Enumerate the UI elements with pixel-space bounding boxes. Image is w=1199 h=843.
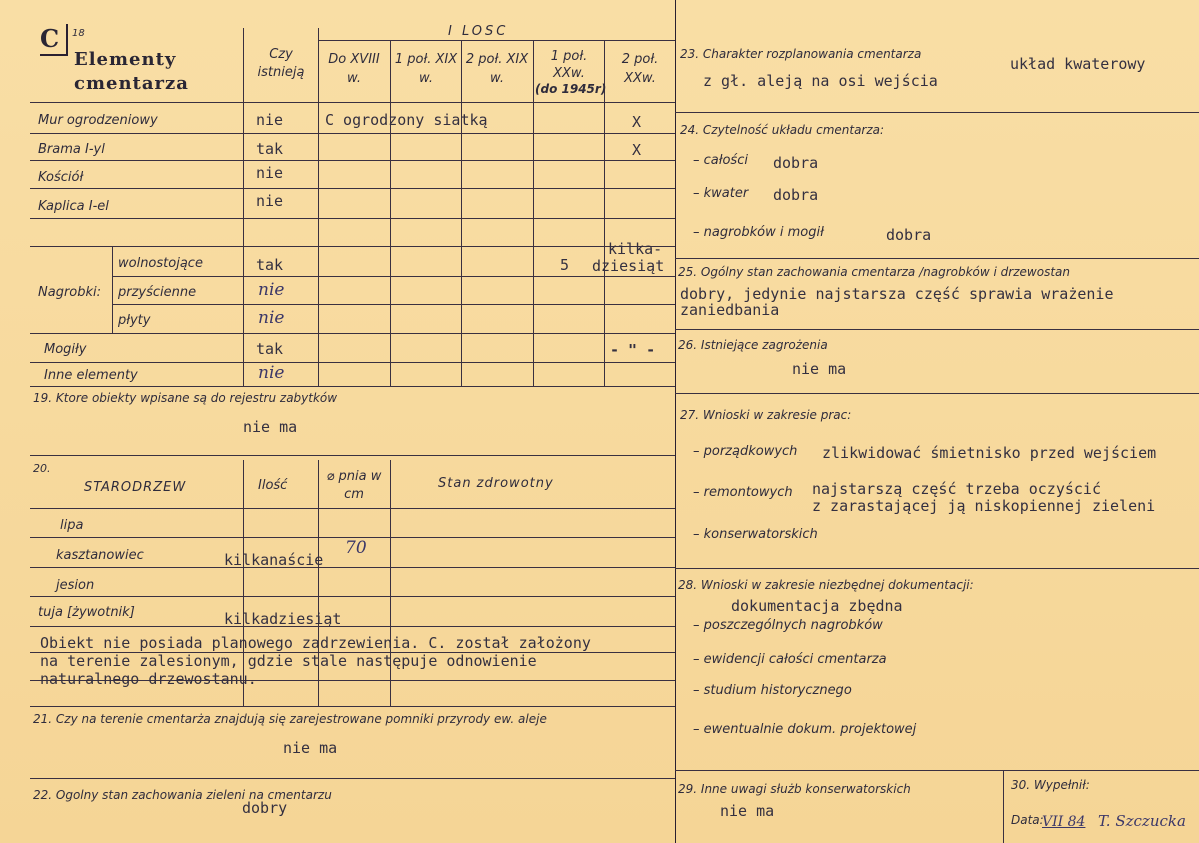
row-label-inne: Inne elementy: [44, 368, 138, 383]
rule: [30, 362, 675, 363]
section-letter: C: [40, 24, 68, 56]
tree-name: tuja [żywotnik]: [38, 605, 135, 620]
mogily-2pol20: - " -: [610, 341, 656, 359]
rule: [30, 102, 675, 103]
row-label-kaplica: Kaplica I-el: [38, 199, 109, 214]
tree-name: lipa: [60, 518, 84, 533]
q29-label: 29. Inne uwagi służb konserwatorskich: [678, 782, 911, 796]
starodrzew-ilosc-header: Ilość: [258, 478, 288, 493]
q24-kwater-label: – kwater: [693, 186, 749, 201]
rule: [675, 770, 1199, 771]
rule: [30, 218, 675, 219]
q23-answer-line2: z gł. aleją na osi wejścia: [703, 72, 938, 90]
col-2pol19-header: 2 poł. XIX w.: [465, 52, 529, 86]
col-czy-header: Czy istnieją: [257, 47, 305, 80]
q22-label: 22. Ogolny stan zachowania zieleni na cmentarzu: [33, 788, 332, 802]
card-title-line2: cmentarza: [74, 73, 189, 94]
col-ilosc-header: I LOSC: [448, 24, 509, 39]
starodrzew-header: STARODRZEW: [84, 480, 187, 495]
rule: [461, 40, 462, 386]
rule: [30, 160, 675, 161]
rule: [1003, 770, 1004, 843]
tree-pnia: 70: [345, 538, 367, 558]
rule: [30, 508, 675, 509]
q23-label: 23. Charakter rozplanowania cmentarza: [680, 47, 922, 61]
q19-label: 19. Ktore obiekty wpisane są do rejestru zabytków: [33, 391, 338, 405]
rule: [675, 329, 1199, 330]
mur-2pol20: X: [632, 113, 642, 131]
rule: [30, 188, 675, 189]
rule: [30, 706, 675, 707]
q28-answer: dokumentacja zbędna: [731, 597, 903, 615]
q30-date-label: Data:: [1011, 813, 1044, 827]
kosciol-czy: nie: [256, 164, 284, 182]
q29-answer: nie ma: [720, 802, 775, 820]
q22-answer: dobry: [242, 799, 288, 817]
starodrzew-note-line1: Obiekt nie posiada planowego zadrzewienia. C. został założony: [40, 634, 591, 652]
card-title-line1: Elementy: [74, 49, 177, 70]
wolnostojace-czy: tak: [256, 256, 284, 274]
rule: [30, 596, 675, 597]
starodrzew-note-line3: naturalnego drzewostanu.: [40, 670, 257, 688]
mur-czy: nie: [256, 111, 284, 129]
q27-label: 27. Wnioski w zakresie prac:: [680, 408, 852, 422]
rule: [675, 568, 1199, 569]
col-1pol19-header: 1 poł. XIX w.: [394, 52, 458, 86]
tree-ilosc: kilkadziesiąt: [224, 610, 342, 628]
section-number: 18: [72, 28, 85, 39]
q30-date-value: VII 84: [1042, 814, 1086, 830]
kaplica-czy: nie: [256, 192, 284, 210]
q27-porzadkowych: zlikwidować śmietnisko przed wejściem: [822, 444, 1157, 462]
q28-item: – studium historycznego: [693, 683, 852, 698]
q30-signature: T. Szczucka: [1098, 812, 1186, 830]
q24-label: 24. Czytelność układu cmentarza:: [680, 123, 885, 137]
wolnostojace-2pol20-line2: dziesiąt: [592, 257, 665, 275]
row-label-mur: Mur ogrodzeniowy: [38, 113, 158, 128]
rule: [533, 40, 534, 386]
rule: [30, 333, 675, 334]
przyscienne-czy: nie: [258, 280, 285, 300]
rule: [112, 276, 675, 277]
nagrobki-label: Nagrobki:: [38, 285, 102, 300]
q24-calosci: dobra: [773, 154, 819, 172]
wolnostojace-1pol20: 5: [560, 256, 570, 274]
rule: [243, 28, 244, 386]
q27-remontowych-label: – remontowych: [693, 485, 793, 500]
q28-item: – poszczególnych nagrobków: [693, 618, 883, 633]
q20-number: 20.: [33, 462, 51, 475]
brama-czy: tak: [256, 140, 284, 158]
center-divider: [675, 0, 676, 843]
q28-label: 28. Wnioski w zakresie niezbędnej dokumentacji:: [678, 578, 974, 592]
q27-porzadkowych-label: – porządkowych: [693, 444, 798, 459]
q28-item: – ewidencji całości cmentarza: [693, 652, 887, 667]
q25-label: 25. Ogólny stan zachowania cmentarza /nagrobków i drzewostan: [678, 265, 1070, 279]
q27-konserwatorskich-label: – konserwatorskich: [693, 527, 818, 542]
starodrzew-pnia-header: ⌀ pnia w cm: [326, 469, 382, 502]
q26-answer: nie ma: [792, 360, 847, 378]
rule: [390, 40, 391, 386]
row-label-wolnostojace: wolnostojące: [118, 256, 203, 271]
row-label-kosciol: Kościół: [38, 170, 84, 185]
row-label-mogily: Mogiły: [44, 342, 87, 357]
q27-remontowych-line1: najstarszą część trzeba oczyścić: [812, 480, 1101, 498]
tree-name: jesion: [56, 578, 95, 593]
q21-label: 21. Czy na terenie cmentarża znajdują się zarejestrowane pomniki przyrody ew. aleje: [33, 712, 547, 726]
tree-name: kasztanowiec: [56, 548, 144, 563]
q25-answer-line1: dobry, jedynie najstarsza część sprawia wrażenie: [680, 285, 1114, 303]
rule: [30, 133, 675, 134]
q24-nagrobkow: dobra: [886, 226, 932, 244]
rule: [112, 246, 113, 333]
rule: [30, 246, 675, 247]
q24-kwater: dobra: [773, 186, 819, 204]
q23-answer-line1: układ kwaterowy: [1010, 55, 1146, 73]
q19-answer: nie ma: [243, 418, 298, 436]
tree-ilosc: kilkanaście: [224, 551, 324, 569]
q27-remontowych-line2: z zarastającej ją niskopiennej zieleni: [812, 497, 1156, 515]
rule: [675, 393, 1199, 394]
rule: [30, 626, 675, 627]
row-label-brama: Brama I-yl: [38, 142, 105, 157]
rule: [30, 386, 675, 387]
rule: [30, 778, 675, 779]
col-1pol20-header: 1 poł. XXw.: [550, 49, 588, 81]
col-do18-header: Do XVIII w.: [328, 52, 380, 86]
inne-czy: nie: [258, 363, 285, 383]
rule: [30, 455, 675, 456]
col-2pol20-header: 2 poł. XXw.: [621, 52, 659, 86]
q24-calosci-label: – całości: [693, 153, 748, 168]
row-label-plyty: płyty: [118, 313, 151, 328]
q30-label: 30. Wypełnił:: [1011, 778, 1090, 792]
q28-item: – ewentualnie dokum. projektowej: [693, 722, 917, 737]
starodrzew-note-line2: na terenie zalesionym, gdzie stale następuje odnowienie: [40, 652, 537, 670]
col-1pol20-note: (do 1945r): [535, 82, 607, 96]
q24-nagrobkow-label: – nagrobków i mogił: [693, 225, 824, 240]
q25-answer-line2: zaniedbania: [680, 301, 780, 319]
q26-label: 26. Istniejące zagrożenia: [678, 338, 828, 352]
rule: [675, 112, 1199, 113]
row-label-przyscienne: przyścienne: [118, 285, 197, 300]
rule: [112, 304, 675, 305]
q21-answer: nie ma: [283, 739, 338, 757]
mur-do18: C ogrodzony siatką: [325, 111, 488, 129]
mogily-czy: tak: [256, 340, 284, 358]
rule: [30, 567, 675, 568]
rule: [318, 40, 675, 41]
brama-2pol20: X: [632, 141, 642, 159]
starodrzew-stan-header: Stan zdrowotny: [438, 476, 554, 491]
wolnostojace-2pol20-line1: kilka-: [608, 240, 663, 258]
plyty-czy: nie: [258, 308, 285, 328]
rule: [675, 258, 1199, 259]
rule: [318, 28, 319, 386]
